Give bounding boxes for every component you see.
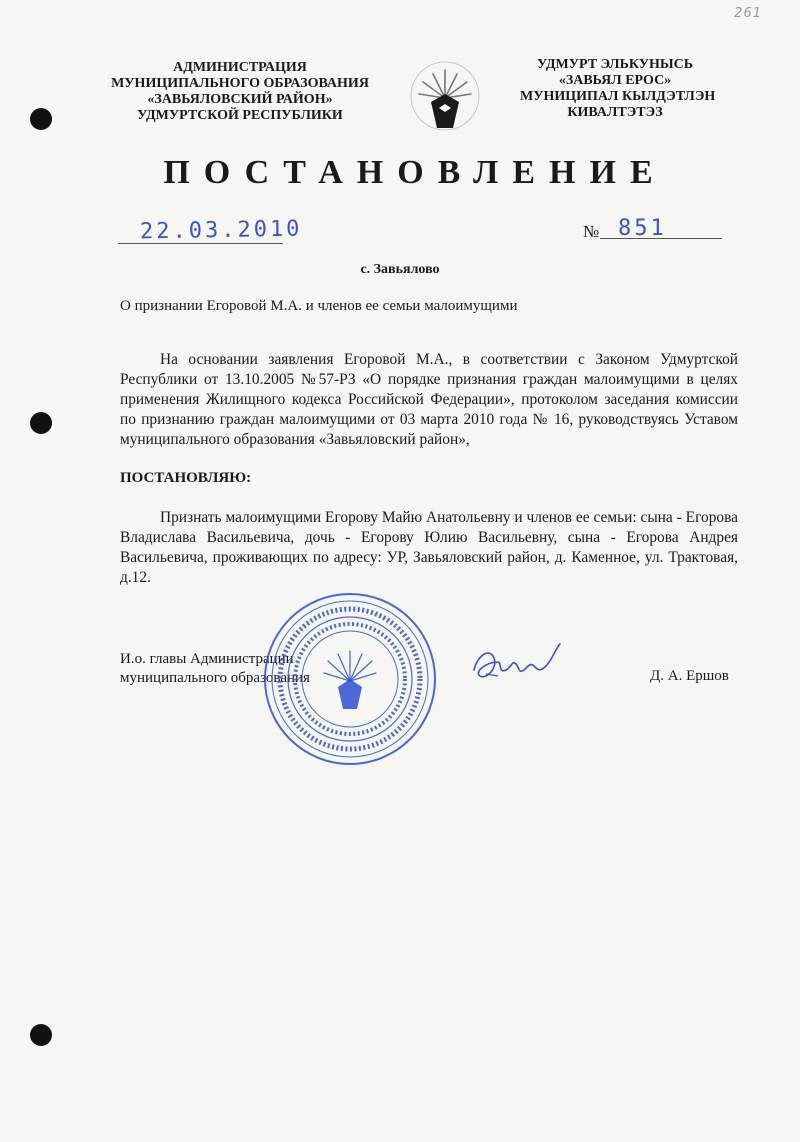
decree-paragraph: Признать малоимущими Егорову Майю Анатольевну и членов ее семьи: сына - Егорова Владислава Васильевича, дочь - Егорову Юлию Васильевну, сына - Егорова Андрея Васильевича, проживающих по адресу: УР, Завьяловский район, д. Каменное, ул. Трактовая, д.12. [120,509,738,586]
district-emblem-icon [409,58,481,134]
official-stamp-icon [262,591,438,767]
place-of-issue: с. Завьялово [360,262,440,277]
preamble-paragraph: На основании заявления Егоровой М.А., в соответствии с Законом Удмуртской Республики от 13.10.2005 №57-РЗ «О порядке признания граждан малоимущими в целях применения Жилищного кодекса Российской Федерации», протоколом заседания комиссии по признанию граждан малоимущими от 03 марта 2010 года № 16, руководствуясь Уставом муниципального образования «Завьяловский район», [120,351,738,448]
document-number: 851 [618,216,667,241]
document-title: ПОСТАНОВЛЕНИЕ [163,154,667,191]
number-underline [600,238,722,239]
signatory-name: Д. А. Ершов [650,668,729,684]
header-right-line: МУНИЦИПАЛ КЫЛДЭТЛЭН [520,89,716,104]
header-left-line: АДМИНИСТРАЦИЯ [173,60,307,75]
number-sign: № [583,222,600,241]
signatory-title-line: муниципального образования [120,670,310,686]
header-left-line: «ЗАВЬЯЛОВСКИЙ РАЙОН» [147,92,333,107]
header-right-line: КИВАЛТЭТЭЗ [567,105,663,120]
corner-page-mark: 261 [734,6,762,21]
resolve-heading: ПОСТАНОВЛЯЮ: [120,470,252,486]
punch-hole [30,1024,52,1046]
document-date: 22.03.2010 [139,216,303,245]
header-left-line: МУНИЦИПАЛЬНОГО ОБРАЗОВАНИЯ [111,76,369,91]
header-right-line: «ЗАВЬЯЛ ЕРОС» [558,73,672,88]
punch-hole [30,412,52,434]
document-subject: О признании Егоровой М.А. и членов ее семьи малоимущими [120,298,518,314]
header-right-block [520,57,716,121]
punch-hole [30,108,52,130]
header-left-block [105,60,375,124]
header-right-line: УДМУРТ ЭЛЬКУНЫСЬ [537,57,693,72]
header-left-line: УДМУРТСКОЙ РЕСПУБЛИКИ [137,108,343,123]
handwritten-signature-icon [468,640,568,690]
date-underline [118,243,283,244]
signatory-title-line: И.о. главы Администрации [120,651,294,667]
